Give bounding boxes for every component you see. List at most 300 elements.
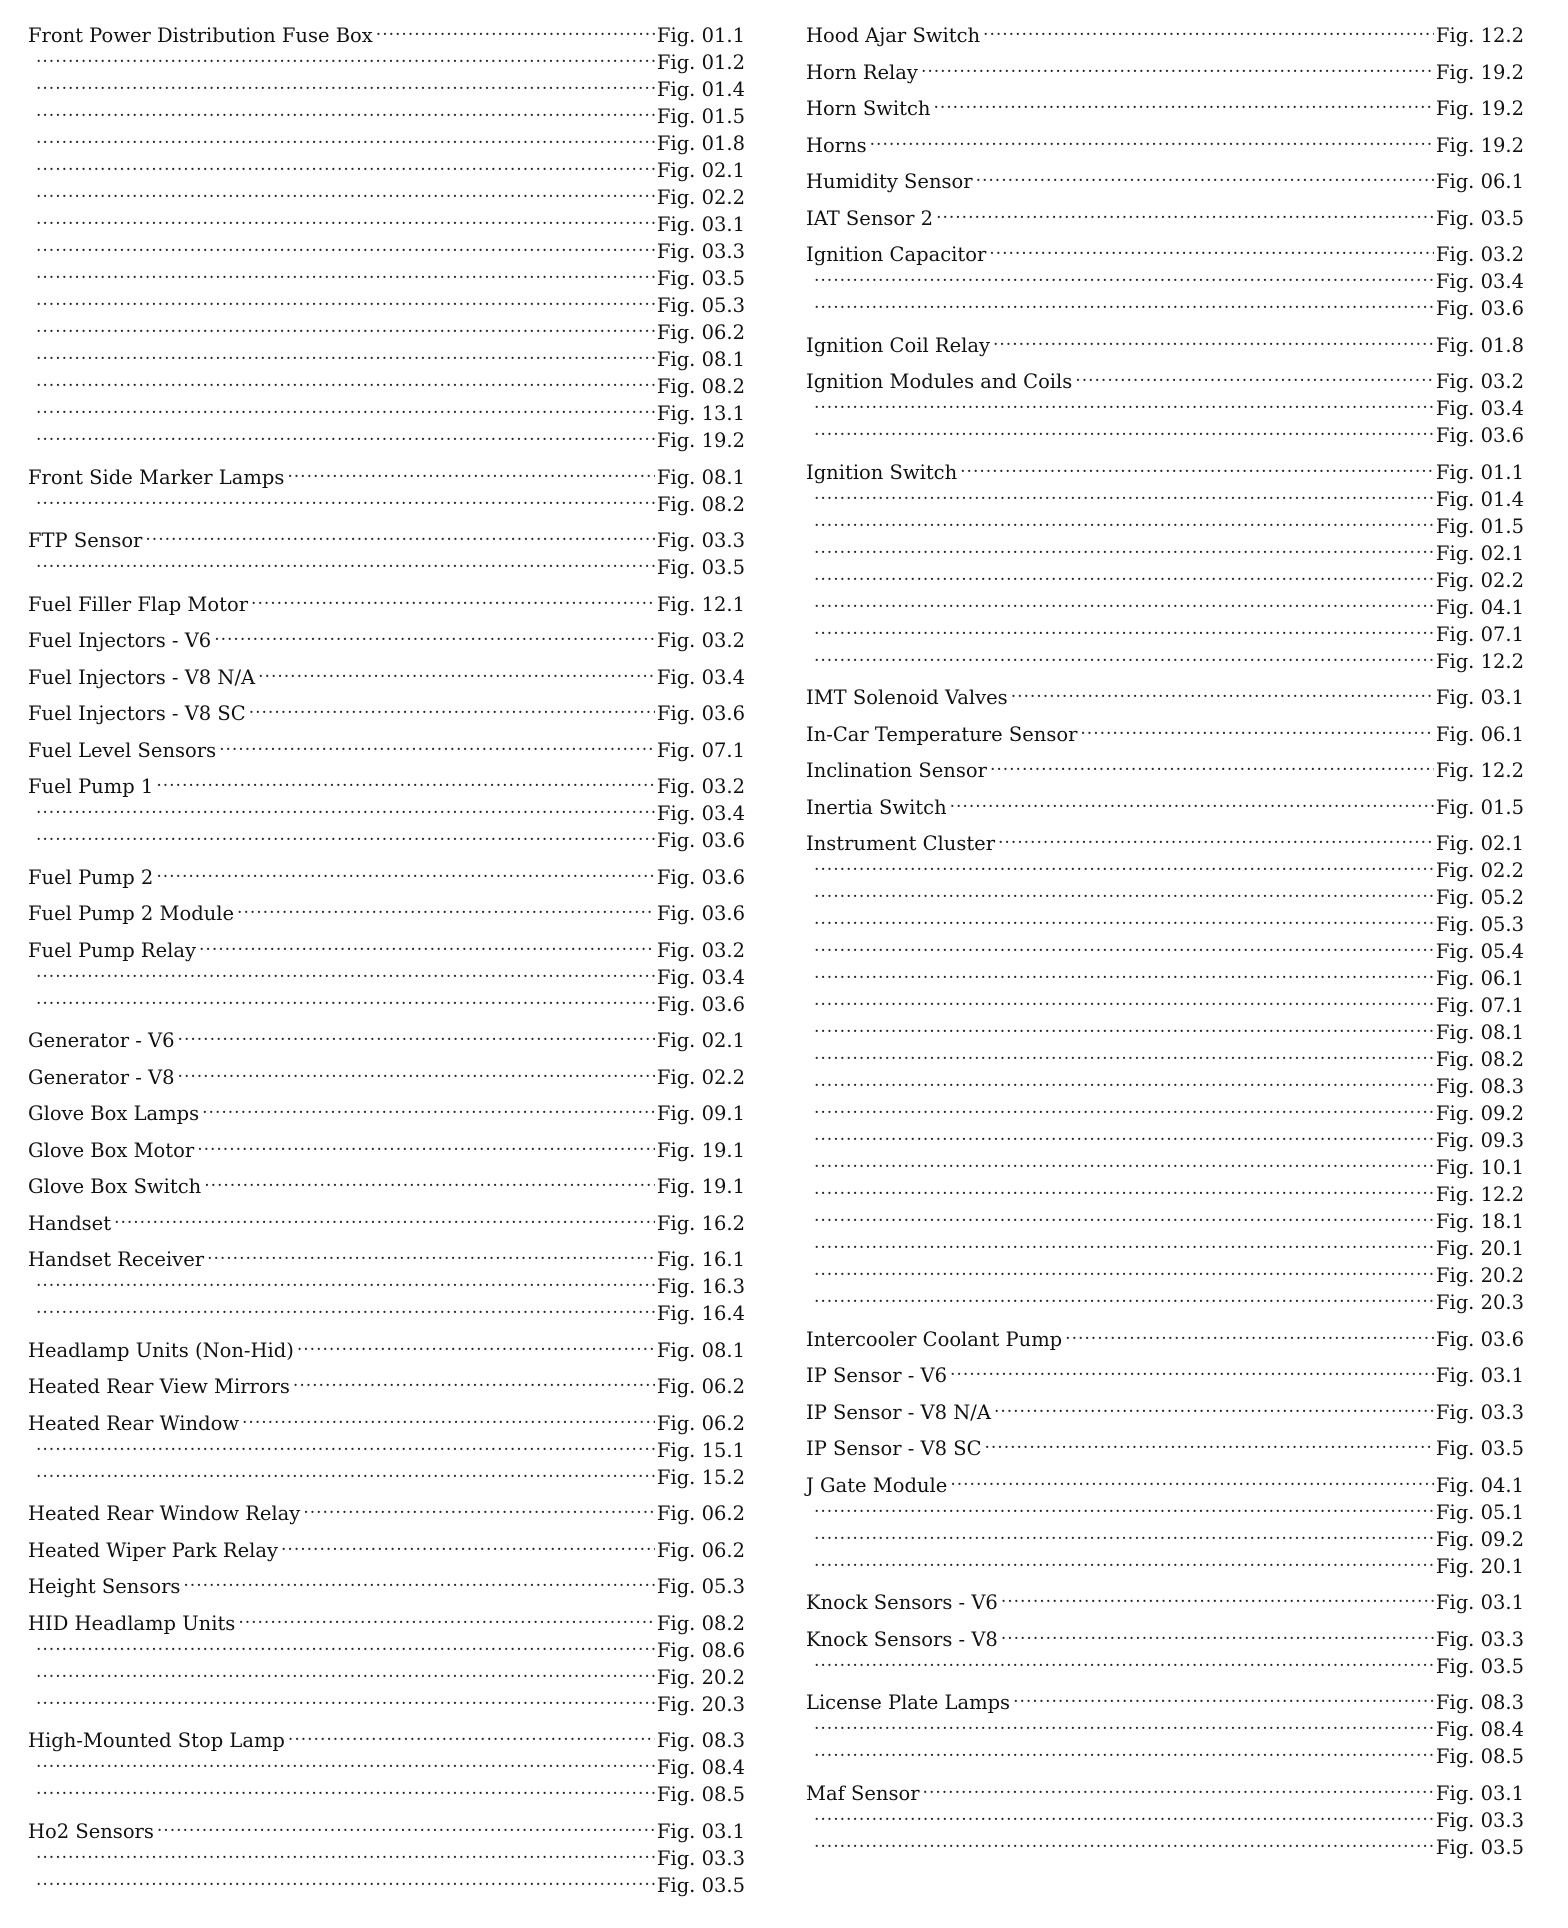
index-entry (28, 1064, 745, 1091)
index-column-left (28, 22, 745, 1908)
entry-label: Generator - V8 (28, 1065, 175, 1089)
index-entry-row (806, 1589, 1524, 1616)
index-entry-subrow (28, 991, 745, 1018)
figure-reference: Fig. 03.1 (1435, 1591, 1524, 1614)
index-entry-row (28, 1137, 745, 1164)
dot-leader (36, 104, 655, 124)
index-entry-subrow (28, 964, 745, 991)
figure-reference: Fig. 03.6 (656, 829, 745, 852)
entry-label: Inclination Sensor (806, 759, 987, 782)
dot-leader (814, 1101, 1434, 1121)
dot-leader (814, 396, 1434, 416)
dot-leader (237, 901, 655, 921)
index-entry-row (806, 168, 1524, 195)
index-entry-subrow (28, 800, 745, 827)
entry-label: Humidity Sensor (806, 170, 973, 193)
figure-reference: Fig. 07.1 (1435, 622, 1524, 646)
entry-label: J Gate Module (806, 1473, 948, 1497)
dot-leader (814, 1236, 1434, 1256)
dot-leader (36, 158, 655, 178)
index-entry-subrow (28, 211, 745, 238)
index-entry-row (806, 1326, 1524, 1353)
figure-reference: Fig. 01.1 (656, 24, 745, 47)
figure-reference: Fig. 02.2 (1435, 568, 1524, 592)
entry-label: Headlamp Units (Non-Hid) (28, 1338, 294, 1362)
index-entry-subrow (806, 884, 1524, 911)
index-entry (28, 22, 745, 454)
dot-leader (814, 858, 1434, 878)
figure-reference: Fig. 03.1 (656, 213, 745, 236)
entry-label: IP Sensor - V8 N/A (806, 1400, 991, 1424)
dot-leader (36, 1637, 655, 1657)
entry-label: Front Side Marker Lamps (28, 465, 285, 489)
dot-leader (36, 428, 655, 448)
index-entry-row (28, 1610, 745, 1637)
index-entry-subrow (806, 1743, 1524, 1770)
index-entry-row (28, 1100, 745, 1127)
figure-reference: Fig. 03.4 (1435, 270, 1524, 293)
dot-leader (870, 132, 1434, 152)
index-entry-subrow (28, 1872, 745, 1899)
figure-reference: Fig. 03.5 (1435, 1835, 1524, 1859)
index-entry-row (28, 864, 745, 891)
figure-reference: Fig. 07.1 (656, 738, 745, 762)
dot-leader (814, 1834, 1434, 1854)
index-entry (28, 1727, 745, 1808)
figure-reference: Fig. 03.5 (1435, 1437, 1524, 1460)
figure-reference: Fig. 03.2 (656, 629, 745, 652)
entry-label: Horns (806, 133, 867, 157)
index-entry-row (28, 1064, 745, 1091)
dot-leader (36, 401, 655, 421)
figure-reference: Fig. 08.5 (1435, 1745, 1524, 1768)
figure-reference: Fig. 08.4 (1435, 1718, 1524, 1741)
dot-leader (814, 1553, 1434, 1573)
index-entry (28, 1818, 745, 1899)
figure-reference: Fig. 03.3 (1435, 1627, 1524, 1651)
figure-reference: Fig. 03.6 (656, 702, 745, 725)
entry-label: Ignition Capacitor (806, 243, 987, 266)
dot-leader (287, 464, 655, 484)
index-entry-subrow (28, 554, 745, 581)
figure-reference: Fig. 06.2 (656, 1538, 745, 1562)
index-entry (806, 1626, 1524, 1680)
dot-leader (114, 1210, 655, 1230)
figure-reference: Fig. 08.4 (656, 1756, 745, 1779)
figure-reference: Fig. 03.2 (656, 938, 745, 962)
index-entry-row (28, 1500, 745, 1527)
dot-leader (145, 528, 655, 548)
dot-leader (36, 1664, 655, 1684)
index-entry-subrow (806, 965, 1524, 992)
dot-leader (814, 621, 1434, 641)
figure-reference: Fig. 01.1 (1435, 460, 1524, 484)
index-entry-row (806, 1399, 1524, 1426)
figure-reference: Fig. 08.6 (656, 1638, 745, 1662)
dot-leader (219, 737, 655, 757)
figure-reference: Fig. 01.2 (656, 51, 745, 74)
dot-leader (36, 991, 655, 1011)
dot-leader (36, 1691, 655, 1711)
dot-leader (178, 1064, 655, 1084)
index-entry-row (806, 721, 1524, 748)
index-entry-row (28, 1337, 745, 1364)
dot-leader (814, 1717, 1434, 1737)
figure-reference: Fig. 08.5 (656, 1783, 745, 1806)
dot-leader (814, 1020, 1434, 1040)
dot-leader (993, 332, 1434, 352)
figure-reference: Fig. 15.1 (656, 1438, 745, 1462)
index-entry (28, 1373, 745, 1400)
index-entry-row (806, 332, 1524, 359)
entry-label: Knock Sensors - V8 (806, 1627, 998, 1651)
figure-reference: Fig. 03.5 (656, 267, 745, 290)
index-entry-subrow (28, 346, 745, 373)
entry-label: Heated Wiper Park Relay (28, 1538, 279, 1562)
index-entry-subrow (806, 1526, 1524, 1553)
dot-leader (814, 423, 1434, 443)
figure-reference: Fig. 03.1 (656, 1819, 745, 1843)
index-entry-subrow (806, 1834, 1524, 1861)
figure-reference: Fig. 02.2 (656, 1065, 745, 1089)
figure-reference: Fig. 20.1 (1435, 1554, 1524, 1578)
dot-leader (814, 1047, 1434, 1067)
index-entry (806, 332, 1524, 359)
index-entry-row (28, 900, 745, 927)
figure-reference: Fig. 19.2 (1435, 97, 1524, 120)
dot-leader (990, 758, 1434, 778)
index-entry-subrow (806, 1235, 1524, 1262)
entry-label: Heated Rear View Mirrors (28, 1375, 290, 1398)
index-entry-row (806, 1780, 1524, 1807)
dot-leader (238, 1610, 655, 1630)
index-entry-row (28, 627, 745, 654)
index-entry-subrow (806, 1653, 1524, 1680)
dot-leader (950, 1472, 1434, 1492)
figure-reference: Fig. 09.2 (1435, 1102, 1524, 1125)
index-entry (806, 459, 1524, 675)
entry-label: Maf Sensor (806, 1781, 920, 1805)
dot-leader (989, 242, 1434, 262)
dot-leader (814, 486, 1434, 506)
index-entry-subrow (806, 1807, 1524, 1834)
entry-label: Generator - V6 (28, 1029, 175, 1052)
index-entry-row (28, 1373, 745, 1400)
dot-leader (178, 1028, 655, 1048)
figure-reference: Fig. 06.1 (1435, 967, 1524, 990)
entry-label: Ho2 Sensors (28, 1819, 154, 1843)
dot-leader (814, 1263, 1434, 1283)
index-entry-row (28, 937, 745, 964)
entry-label: Horn Switch (806, 97, 931, 120)
figure-reference: Fig. 01.4 (1435, 487, 1524, 511)
dot-leader (36, 50, 655, 70)
index-entry-row (806, 830, 1524, 857)
dot-leader (814, 1499, 1434, 1519)
dot-leader (303, 1501, 655, 1521)
figure-reference: Fig. 16.4 (656, 1302, 745, 1325)
figure-reference: Fig. 09.3 (1435, 1129, 1524, 1152)
dot-leader (921, 59, 1434, 79)
figure-reference: Fig. 02.2 (1435, 859, 1524, 882)
index-entry-row (806, 1472, 1524, 1499)
index-entry-row (28, 1246, 745, 1273)
entry-label: Fuel Injectors - V6 (28, 629, 212, 652)
index-entry-row (806, 459, 1524, 486)
figure-reference: Fig. 04.1 (1435, 1473, 1524, 1497)
index-entry (28, 1210, 745, 1237)
figure-reference: Fig. 03.2 (1435, 370, 1524, 393)
entry-label: Ignition Modules and Coils (806, 370, 1073, 393)
index-entry-subrow (28, 319, 745, 346)
index-entry-subrow (28, 265, 745, 292)
index-entry-row (28, 22, 745, 49)
dot-leader (251, 591, 655, 611)
index-entry-row (28, 773, 745, 800)
figure-reference: Fig. 01.4 (656, 78, 745, 101)
index-entry-subrow (28, 1754, 745, 1781)
index-entry (28, 864, 745, 891)
entry-label: High-Mounted Stop Lamp (28, 1729, 285, 1752)
figure-reference: Fig. 08.1 (1435, 1021, 1524, 1044)
figure-reference: Fig. 01.5 (1435, 514, 1524, 538)
index-entry (28, 737, 745, 764)
index-entry (806, 1589, 1524, 1616)
figure-reference: Fig. 06.1 (1435, 170, 1524, 193)
index-entry (806, 241, 1524, 322)
entry-label: Glove Box Lamps (28, 1102, 200, 1125)
index-entry (28, 1500, 745, 1527)
dot-leader (36, 1872, 655, 1892)
index-entry (28, 591, 745, 618)
index-entry-row (28, 664, 745, 691)
figure-reference: Fig. 02.1 (1435, 541, 1524, 565)
dot-leader (36, 964, 655, 984)
entry-label: HID Headlamp Units (28, 1611, 236, 1635)
figure-reference: Fig. 03.6 (1435, 424, 1524, 447)
index-entry-subrow (806, 422, 1524, 449)
index-entry (806, 132, 1524, 159)
index-entry (28, 1337, 745, 1364)
index-entry-subrow (806, 648, 1524, 675)
figure-reference: Fig. 05.3 (656, 1575, 745, 1598)
dot-leader (199, 937, 655, 957)
index-entry (28, 1410, 745, 1491)
dot-leader (983, 23, 1434, 43)
dot-leader (814, 966, 1434, 986)
dot-leader (814, 1128, 1434, 1148)
index-entry-subrow (806, 1208, 1524, 1235)
dot-leader (156, 774, 655, 794)
figure-reference: Fig. 06.2 (656, 1375, 745, 1398)
index-entry-row (806, 1435, 1524, 1462)
index-entry (806, 95, 1524, 122)
dot-leader (36, 293, 655, 313)
index-column-right (806, 22, 1524, 1870)
figure-reference: Fig. 08.2 (1435, 1048, 1524, 1071)
index-entry (28, 1573, 745, 1600)
index-entry-subrow (806, 594, 1524, 621)
figure-reference: Fig. 19.2 (1435, 133, 1524, 157)
index-entry (28, 1027, 745, 1054)
figure-reference: Fig. 01.8 (656, 132, 745, 155)
entry-label: Front Power Distribution Fuse Box (28, 24, 373, 47)
index-entry-subrow (806, 1073, 1524, 1100)
figure-reference: Fig. 19.1 (656, 1138, 745, 1162)
figure-reference: Fig. 02.1 (1435, 832, 1524, 855)
index-entry-subrow (806, 540, 1524, 567)
figure-reference: Fig. 08.2 (656, 375, 745, 398)
dot-leader (950, 1363, 1434, 1383)
index-entry (28, 1537, 745, 1564)
dot-leader (36, 1782, 655, 1802)
entry-label: IAT Sensor 2 (806, 206, 934, 230)
dot-leader (242, 1410, 655, 1430)
entry-label: IMT Solenoid Valves (806, 686, 1008, 709)
index-entry (28, 527, 745, 581)
dot-leader (157, 1818, 655, 1838)
dot-leader (1001, 1590, 1434, 1610)
figure-reference: Fig. 03.5 (656, 556, 745, 579)
figure-reference: Fig. 20.1 (1435, 1237, 1524, 1260)
figure-reference: Fig. 12.2 (1435, 649, 1524, 673)
dot-leader (214, 628, 655, 648)
index-entry-subrow (28, 1273, 745, 1300)
dot-leader (1001, 1626, 1434, 1646)
figure-reference: Fig. 08.1 (656, 465, 745, 489)
index-entry-row (806, 1689, 1524, 1716)
figure-reference: Fig. 03.3 (1435, 1400, 1524, 1424)
dot-leader (814, 1744, 1434, 1764)
index-entry-subrow (28, 1781, 745, 1808)
figure-reference: Fig. 19.1 (656, 1175, 745, 1198)
index-entry (806, 1472, 1524, 1580)
dot-leader (197, 1137, 655, 1157)
figure-reference: Fig. 10.1 (1435, 1156, 1524, 1179)
figure-reference: Fig. 03.5 (1435, 1654, 1524, 1678)
index-entry (806, 168, 1524, 195)
index-entry (28, 773, 745, 854)
index-entry-subrow (28, 1300, 745, 1327)
dot-leader (36, 828, 655, 848)
index-entry-subrow (28, 76, 745, 103)
index-entry-subrow (806, 911, 1524, 938)
figure-reference: Fig. 12.2 (1435, 24, 1524, 47)
figure-reference: Fig. 02.1 (656, 1029, 745, 1052)
index-entry-row (806, 757, 1524, 784)
index-entry (28, 900, 745, 927)
index-entry-subrow (28, 1845, 745, 1872)
entry-label: Fuel Level Sensors (28, 738, 217, 762)
figure-reference: Fig. 03.3 (656, 240, 745, 263)
figure-reference: Fig. 12.1 (656, 592, 745, 616)
index-entry-row (28, 527, 745, 554)
figure-reference: Fig. 03.6 (1435, 1327, 1524, 1351)
dot-leader (36, 555, 655, 575)
figure-reference: Fig. 03.6 (1435, 297, 1524, 320)
figure-reference: Fig. 02.1 (656, 159, 745, 182)
dot-leader (36, 1845, 655, 1865)
dot-leader (814, 1155, 1434, 1175)
dot-leader (814, 1290, 1434, 1310)
index-entry (28, 937, 745, 1018)
index-entry-row (28, 700, 745, 727)
index-entry-subrow (806, 268, 1524, 295)
dot-leader (297, 1337, 655, 1357)
figure-reference: Fig. 08.1 (656, 348, 745, 371)
index-entry-subrow (28, 491, 745, 518)
figure-reference: Fig. 03.2 (656, 775, 745, 798)
index-entry-subrow (28, 184, 745, 211)
dot-leader (814, 1182, 1434, 1202)
index-entry (806, 794, 1524, 821)
figure-reference: Fig. 03.1 (1435, 1781, 1524, 1805)
dot-leader (976, 169, 1434, 189)
figure-reference: Fig. 02.2 (656, 186, 745, 209)
index-entry-subrow (806, 513, 1524, 540)
figure-reference: Fig. 01.8 (1435, 333, 1524, 357)
figure-reference: Fig. 03.4 (1435, 397, 1524, 420)
index-entry (806, 59, 1524, 86)
dot-leader (1065, 1326, 1434, 1346)
dot-leader (960, 459, 1434, 479)
index-entry-row (28, 1537, 745, 1564)
index-entry (28, 1173, 745, 1200)
figure-reference: Fig. 19.2 (1435, 60, 1524, 84)
figure-reference: Fig. 08.1 (656, 1338, 745, 1362)
entry-label: Glove Box Switch (28, 1175, 202, 1198)
index-entry-row (806, 59, 1524, 86)
dot-leader (288, 1728, 655, 1748)
figure-reference: Fig. 08.2 (656, 492, 745, 516)
figure-reference: Fig. 01.5 (1435, 795, 1524, 819)
figure-reference: Fig. 03.6 (656, 992, 745, 1016)
index-entry-subrow (28, 1664, 745, 1691)
dot-leader (36, 1301, 655, 1321)
index-entry-subrow (28, 373, 745, 400)
entry-label: IP Sensor - V6 (806, 1364, 948, 1387)
index-entry-subrow (28, 292, 745, 319)
entry-label: Fuel Pump 2 Module (28, 902, 235, 925)
index-entry-subrow (28, 157, 745, 184)
dot-leader (1080, 721, 1434, 741)
figure-reference: Fig. 08.2 (656, 1611, 745, 1635)
dot-leader (814, 648, 1434, 668)
figure-reference: Fig. 05.2 (1435, 886, 1524, 909)
index-entry (806, 1326, 1524, 1353)
figure-reference: Fig. 03.5 (1435, 206, 1524, 230)
index-entry-subrow (28, 400, 745, 427)
index-entry (28, 464, 745, 518)
index-entry-subrow (806, 1181, 1524, 1208)
figure-reference: Fig. 12.2 (1435, 759, 1524, 782)
dot-leader (36, 1464, 655, 1484)
dot-leader (36, 131, 655, 151)
entry-label: Handset (28, 1211, 112, 1235)
dot-leader (36, 239, 655, 259)
entry-label: Heated Rear Window Relay (28, 1502, 301, 1525)
figure-reference: Fig. 09.1 (656, 1102, 745, 1125)
index-entry-subrow (28, 1464, 745, 1491)
index-entry-subrow (806, 1716, 1524, 1743)
dot-leader (249, 701, 655, 721)
dot-leader (36, 185, 655, 205)
index-entry-subrow (806, 1289, 1524, 1316)
figure-reference: Fig. 03.2 (1435, 243, 1524, 266)
index-entry-subrow (806, 395, 1524, 422)
figure-reference: Fig. 05.1 (1435, 1500, 1524, 1524)
dot-leader (814, 540, 1434, 560)
